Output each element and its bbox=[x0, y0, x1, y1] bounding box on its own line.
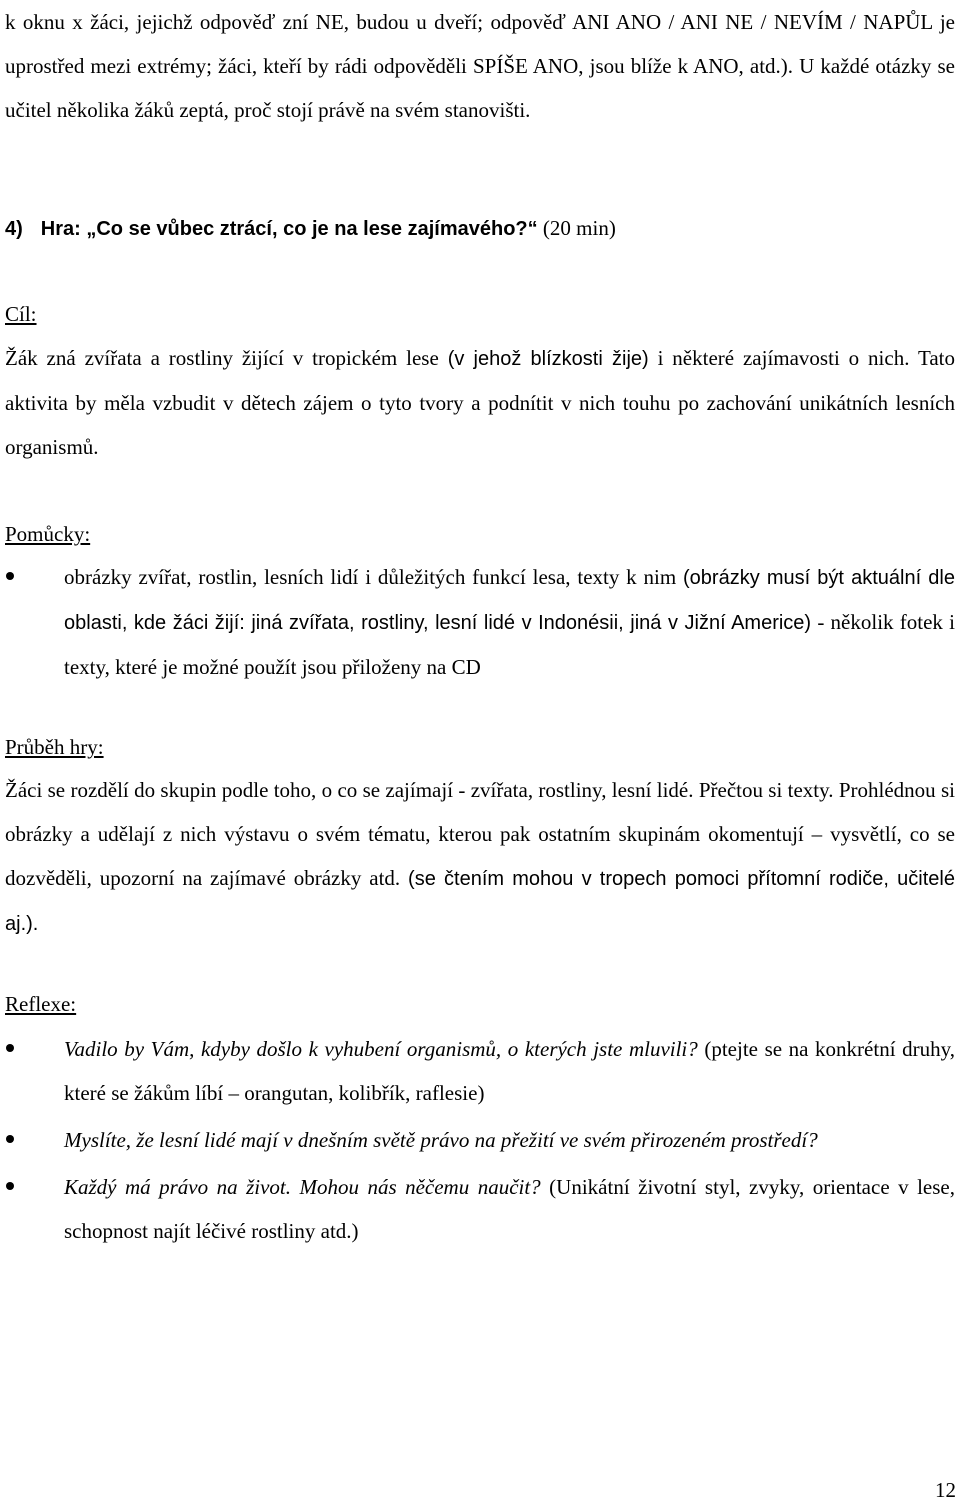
list-item bbox=[5, 1118, 955, 1162]
cil-text-b: (v jehož blízkosti žije) bbox=[447, 348, 649, 370]
bullet-icon bbox=[6, 1135, 14, 1143]
list-item bbox=[5, 1165, 955, 1253]
prubeh-label: Průběh hry: bbox=[5, 735, 104, 759]
prubeh-paragraph bbox=[5, 768, 955, 946]
cil-label: Cíl: bbox=[5, 302, 37, 326]
reflexe-note-3: (Unikátní životní styl, zvyky, orientace v lese, schopnost najít léčivé rostliny atd.) bbox=[64, 1175, 955, 1243]
section-duration: (20 min) bbox=[537, 216, 616, 240]
list-item bbox=[5, 1027, 955, 1115]
cil-text-c: i některé zajímavosti o nich. Tato aktivita by měla vzbudit v dětech zájem o tyto tvory a podnítit v nich touhu po zachování unikátních lesních organismů. bbox=[5, 346, 955, 459]
section-heading bbox=[5, 206, 955, 251]
pomucky-text-b: (obrázky musí být aktuální dle oblasti, kde žáci žijí: jiná zvířata, rostliny, lesní lidé v Indonésii, jiná v Jižní Americe) bbox=[64, 567, 955, 634]
bullet-icon bbox=[6, 572, 14, 580]
cil-paragraph bbox=[5, 336, 955, 469]
reflexe-question-1: Vadilo by Vám, kdyby došlo k vyhubení organismů, o kterých jste mluvili? bbox=[64, 1037, 698, 1061]
pomucky-label: Pomůcky: bbox=[5, 522, 91, 546]
list-item bbox=[5, 555, 955, 689]
cil-text-a: Žák zná zvířata a rostliny žijící v tropickém lese bbox=[5, 346, 448, 370]
prubeh-text-a: Žáci se rozdělí do skupin podle toho, o co se zajímají - zvířata, rostliny, lesní lidé. Přečtou si texty. Prohlédnou si obrázky a udělají z nich výstavu o svém tématu, kterou pak ostatním skupinám okomentují – vysvětlí, co se dozvěděli, upozorní na zajímavé obrázky atd. bbox=[5, 778, 955, 890]
section-title: Hra: „Co se vůbec ztrácí, co je na lese zajímavého?“ bbox=[40, 218, 538, 240]
page-number: 12 bbox=[935, 1478, 956, 1502]
pomucky-text-a: obrázky zvířat, rostlin, lesních lidí i důležitých funkcí lesa, texty k nim bbox=[64, 565, 684, 589]
pomucky-text-c: - několik fotek i texty, které je možné použít jsou přiloženy na CD bbox=[64, 610, 956, 679]
prubeh-text-b: (se čtením mohou v tropech pomoci přítomní rodiče, učitelé aj.). bbox=[5, 868, 955, 935]
reflexe-note-1: (ptejte se na konkrétní druhy, které se žákům líbí – orangutan, kolibřík, raflesie) bbox=[64, 1037, 955, 1105]
pomucky-list bbox=[5, 555, 955, 689]
bullet-icon bbox=[6, 1182, 14, 1190]
bullet-icon bbox=[6, 1044, 14, 1052]
reflexe-question-3: Každý má právo na život. Mohou nás něčemu naučit? bbox=[64, 1175, 541, 1199]
section-number: 4) bbox=[5, 218, 23, 240]
reflexe-label: Reflexe: bbox=[5, 992, 77, 1016]
reflexe-list bbox=[5, 1027, 955, 1253]
intro-paragraph: k oknu x žáci, jejichž odpověď zní NE, budou u dveří; odpověď ANI ANO / ANI NE / NEVÍM / NAPŮL je uprostřed mezi extrémy; žáci, kteří by rádi odpověděli SPÍŠE ANO, jsou blíže k ANO, atd.). U každé otázky se učitel několika žáků zeptá, proč stojí právě na svém stanovišti. bbox=[5, 10, 955, 122]
reflexe-question-2: Myslíte, že lesní lidé mají v dnešním světě právo na přežití ve svém přirozeném prostředí? bbox=[64, 1128, 818, 1152]
